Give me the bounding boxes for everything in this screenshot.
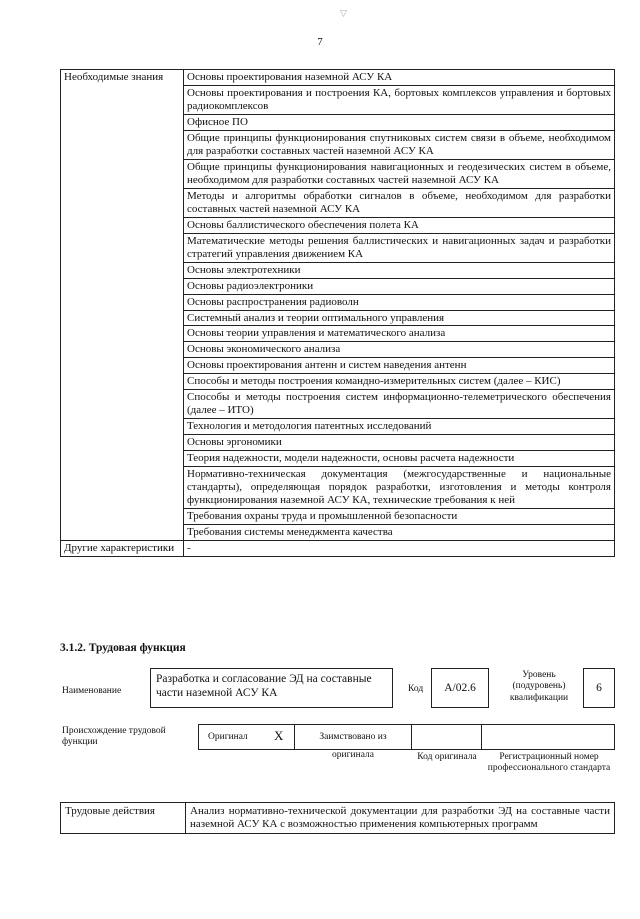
page-number: 7 [317, 36, 323, 48]
knowledge-item: Требования охраны труда и промышленной безопасности [184, 509, 615, 525]
knowledge-item: Основы теории управления и математического анализа [184, 326, 615, 342]
origin-label: Происхождение трудовой функции [62, 726, 166, 748]
actions-table [60, 802, 615, 834]
reg-number-caption: Регистрационный номер профессионального стандарта [487, 752, 611, 774]
table-row [61, 70, 615, 86]
code-original-caption: Код оригинала [417, 752, 477, 762]
knowledge-item: Требования системы менеджмента качества [184, 525, 615, 541]
knowledge-label: Необходимые знания [61, 70, 184, 541]
knowledge-item: Системный анализ и теории оптимального управления [184, 310, 615, 326]
borrowed-cell [294, 724, 412, 760]
name-label: Наименование [62, 686, 122, 696]
level-value: 6 [583, 668, 615, 708]
knowledge-item: Основы эргономики [184, 435, 615, 451]
table-row [61, 803, 615, 834]
code-label: Код [408, 684, 424, 694]
original-mark: X [274, 728, 284, 743]
knowledge-item: Основы распространения радиоволн [184, 294, 615, 310]
knowledge-item: Общие принципы функционирования спутниковых систем связи в объеме, необходимом для разработки составных частей наземной АСУ КА [184, 130, 615, 159]
actions-value: Анализ нормативно-технической документации для разработки ЭД на составные части наземной АСУ КА с возможностью применения компьютерных программ [186, 803, 615, 834]
knowledge-item: Теория надежности, модели надежности, основы расчета надежности [184, 451, 615, 467]
knowledge-item: Нормативно-техническая документация (межгосударственные и национальные стандарты), определяющая порядок разработки, изготовления и методы контроля функционирования наземной АСУ КА, технические требования к ней [184, 467, 615, 509]
knowledge-item: Основы экономического анализа [184, 342, 615, 358]
knowledge-table [60, 69, 615, 557]
knowledge-item: Основы радиоэлектроники [184, 278, 615, 294]
section-title: 3.1.2. Трудовая функция [60, 642, 186, 654]
actions-label: Трудовые действия [61, 803, 186, 834]
knowledge-item: Способы и методы построения командно-измерительных систем (далее – КИС) [184, 374, 615, 390]
knowledge-item: Технология и методология патентных исследований [184, 419, 615, 435]
knowledge-item: Офисное ПО [184, 114, 615, 130]
knowledge-item: Основы проектирования и построения КА, бортовых комплексов управления и бортовых радиокомплексов [184, 85, 615, 114]
other-label: Другие характеристики [61, 541, 184, 557]
borrowed-label: Заимствовано из оригинала [319, 732, 387, 760]
original-label: Оригинал [208, 732, 248, 742]
knowledge-item: Основы баллистического обеспечения полета КА [184, 217, 615, 233]
reg-number-cell [481, 724, 615, 750]
knowledge-item: Общие принципы функционирования навигационных и геодезических систем в объеме, необходимом для разработки составных частей наземной АСУ КА [184, 159, 615, 188]
name-value: Разработка и согласование ЭД на составные части наземной АСУ КА [150, 668, 393, 708]
knowledge-item: Методы и алгоритмы обработки сигналов в объеме, необходимом для разработки составных частей наземной АСУ КА [184, 188, 615, 217]
knowledge-item: Основы проектирования антенн и систем наведения антенн [184, 358, 615, 374]
knowledge-item: Основы проектирования наземной АСУ КА [184, 70, 615, 86]
table-row [61, 541, 615, 557]
knowledge-item: Основы электротехники [184, 262, 615, 278]
other-value: - [184, 541, 615, 557]
knowledge-item: Способы и методы построения систем информационно-телеметрического обеспечения (далее – ИТО) [184, 390, 615, 419]
code-value: A/02.6 [431, 668, 489, 708]
code-original-cell [411, 724, 482, 750]
level-label: Уровень (подуровень) квалификации [509, 670, 569, 703]
scan-mark: ▽ [340, 8, 347, 18]
knowledge-item: Математические методы решения баллистических и навигационных задач и разработки стратегий управления движением КА [184, 233, 615, 262]
